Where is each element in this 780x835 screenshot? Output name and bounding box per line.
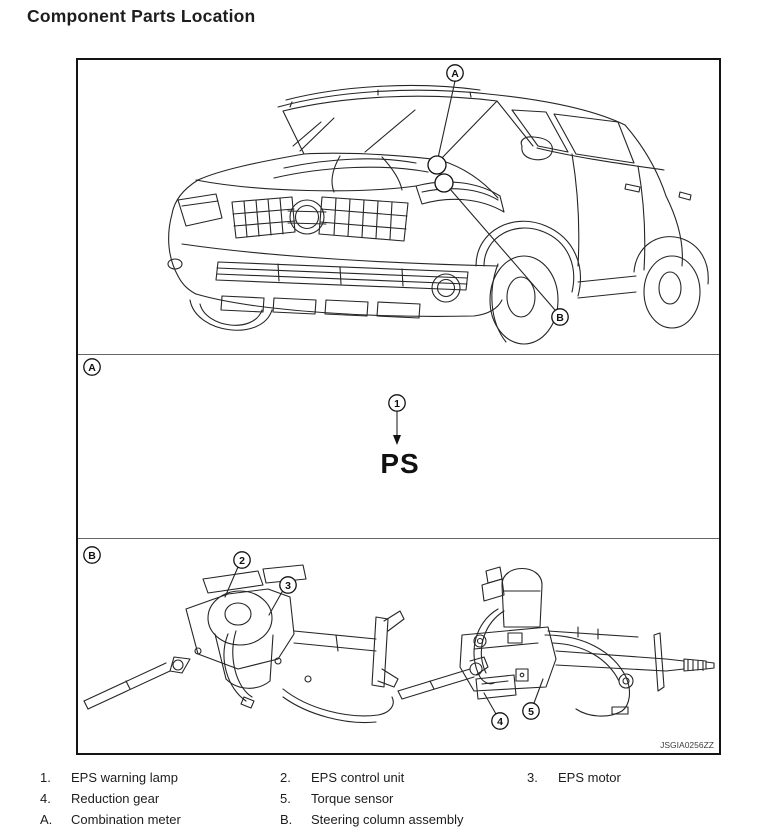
eps-warning-lamp-symbol: PS (380, 448, 420, 479)
section-a-label-badge (84, 359, 100, 375)
legend-number: B. (280, 812, 293, 827)
callout-1-badge (389, 395, 405, 411)
section-b-label-badge (84, 547, 100, 563)
legend-item (280, 791, 393, 806)
svg-text:5: 5 (528, 706, 534, 718)
legend-label: EPS motor (558, 770, 621, 785)
svg-text:A: A (88, 362, 96, 374)
callout-5-badge (523, 703, 539, 719)
legend-item (280, 812, 463, 827)
figure-frame (76, 58, 721, 755)
svg-text:B: B (88, 550, 96, 562)
legend-label: EPS warning lamp (71, 770, 178, 785)
combination-meter-target-ring (428, 156, 446, 174)
legend-item (280, 770, 404, 785)
car-illustration (78, 60, 719, 354)
svg-text:3: 3 (285, 580, 291, 592)
svg-text:1: 1 (394, 398, 400, 410)
steering-column-left-view (84, 565, 404, 723)
callout-5-leader-line (534, 679, 543, 703)
callout-3-badge (280, 577, 296, 593)
legend-number: 1. (40, 770, 51, 785)
legend-item (40, 812, 181, 827)
legend-label: Reduction gear (71, 791, 160, 806)
legend-label: Steering column assembly (311, 812, 464, 827)
steering-column-diagrams (78, 539, 719, 753)
steering-column-right-view (398, 567, 714, 716)
legend-label: Combination meter (71, 812, 181, 827)
legend-number: 4. (40, 791, 51, 806)
warning-lamp-diagram (78, 355, 719, 538)
car-line-art (168, 85, 708, 344)
legend-number: 2. (280, 770, 291, 785)
callout-a-badge (447, 65, 463, 81)
svg-text:A: A (451, 68, 459, 80)
figure-code: JSGIA0256ZZ (660, 740, 714, 750)
svg-text:2: 2 (239, 555, 245, 567)
callout-4-leader-line (484, 693, 496, 714)
steering-column-section (78, 538, 719, 753)
legend-item (527, 770, 621, 785)
svg-text:4: 4 (497, 716, 503, 728)
callout-3-leader-line (269, 592, 282, 615)
callout-1-arrow (393, 412, 401, 445)
callout-2-badge (234, 552, 250, 568)
car-section (78, 60, 719, 354)
legend-number: 3. (527, 770, 538, 785)
legend-item (40, 791, 159, 806)
callout-b-badge (552, 309, 568, 325)
legend-item (40, 770, 178, 785)
legend-label: Torque sensor (311, 791, 394, 806)
svg-text:B: B (556, 312, 564, 324)
callout-4-badge (492, 713, 508, 729)
legend-number: 5. (280, 791, 291, 806)
legend-number: A. (40, 812, 53, 827)
warning-lamp-section (78, 354, 719, 538)
legend-label: EPS control unit (311, 770, 405, 785)
page-title: Component Parts Location (27, 6, 256, 26)
